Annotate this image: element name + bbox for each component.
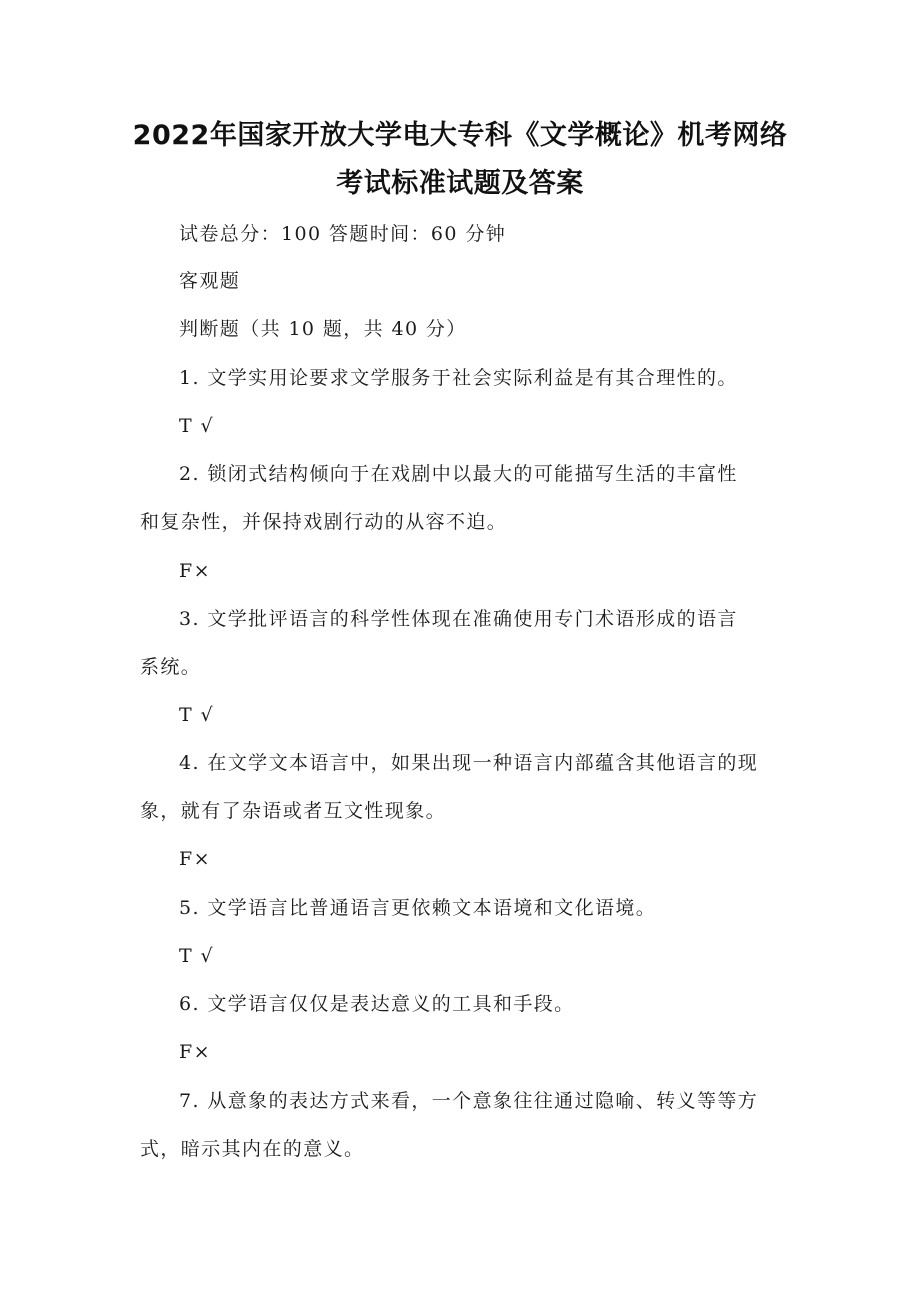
question-3-text: 3. 文学批评语言的科学性体现在准确使用专门术语形成的语言: [179, 608, 738, 630]
question-4-text-cont: 象，就有了杂语或者互文性现象。: [140, 800, 447, 822]
exam-info: 试卷总分：100 答题时间：60 分钟: [179, 223, 507, 245]
question-3-text-cont: 系统。: [140, 656, 202, 678]
question-2-answer: F×: [179, 560, 211, 582]
question-1-text: 1. 文学实用论要求文学服务于社会实际利益是有其合理性的。: [179, 367, 738, 389]
question-6-text: 6. 文学语言仅仅是表达意义的工具和手段。: [179, 993, 575, 1015]
question-5-text: 5. 文学语言比普通语言更依赖文本语境和文化语境。: [179, 897, 657, 919]
question-6-answer: F×: [179, 1041, 211, 1063]
question-4-answer: F×: [179, 848, 211, 870]
document-title-line-1: 2022年国家开放大学电大专科《文学概论》机考网络: [132, 120, 788, 151]
question-1-answer: T √: [179, 415, 215, 437]
question-3-answer: T √: [179, 704, 215, 726]
question-7-text-cont: 式，暗示其内在的意义。: [140, 1138, 365, 1160]
document-title-line-2: 考试标准试题及答案: [336, 168, 584, 199]
question-2-text-cont: 和复杂性，并保持戏剧行动的从容不迫。: [140, 511, 508, 533]
question-4-text: 4. 在文学文本语言中，如果出现一种语言内部蕴含其他语言的现: [179, 752, 759, 774]
section-judgement: 判断题（共 10 题，共 40 分）: [179, 318, 467, 340]
question-5-answer: T √: [179, 945, 215, 967]
section-objective: 客观题: [179, 270, 241, 292]
question-7-text: 7. 从意象的表达方式来看，一个意象往往通过隐喻、转义等等方: [179, 1090, 759, 1112]
question-2-text: 2. 锁闭式结构倾向于在戏剧中以最大的可能描写生活的丰富性: [179, 463, 738, 485]
